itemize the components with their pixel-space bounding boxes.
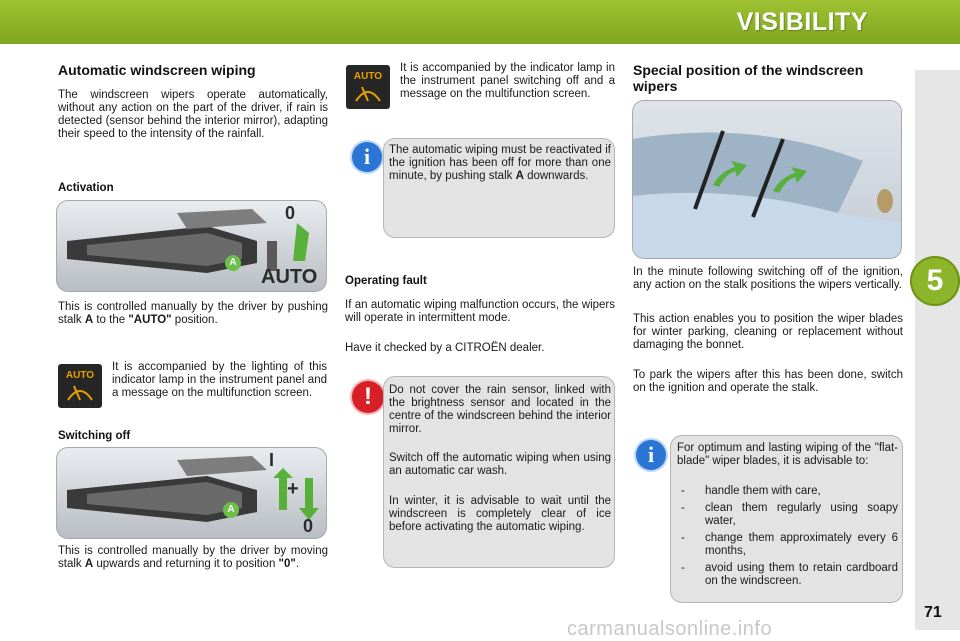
list-item: - handle them with care, [681, 485, 821, 497]
warning-icon: ! [352, 381, 384, 413]
special-position-para-2: This action enables you to position the wiper blades for winter parking, cleaning or replacement without damaging the bonnet. [633, 313, 903, 351]
switching-off-paragraph: This is controlled manually by the driver by moving stalk A upwards and returning it to position "0". [58, 545, 328, 570]
stalk-a-marker: A [223, 502, 239, 518]
list-item: - clean them regularly using soapy water, [681, 502, 898, 527]
stalk-off-illustration [56, 447, 327, 539]
warning-box-rain-sensor [383, 376, 615, 568]
operating-fault-paragraph: If an automatic wiping malfunction occurs, the wipers will operate in intermittent mode. [345, 299, 615, 324]
position-auto-label: AUTO [261, 266, 318, 288]
heading-operating-fault: Operating fault [345, 275, 427, 287]
activation-indicator-text: It is accompanied by the lighting of this indicator lamp in the instrument panel and a message on the multifunction screen. [112, 361, 327, 399]
warning-para-2: Switch off the automatic wiping when using an automatic car wash. [389, 452, 611, 477]
info-reactivation-text: The automatic wiping must be reactivated if the ignition has been off for more than one minute, by pushing stalk A downwards. [389, 144, 611, 182]
auto-wiping-indicator-icon: AUTO [58, 364, 102, 408]
stalk-auto-illustration [56, 200, 327, 292]
list-item: - avoid using them to retain cardboard on the windscreen. [681, 562, 898, 587]
info-box-reactivation [383, 138, 615, 238]
position-one-label: I [269, 450, 275, 470]
windscreen-icon [633, 101, 902, 259]
position-zero-label: 0 [303, 516, 314, 536]
info-icon: i [352, 142, 382, 172]
heading-special-position: Special position of the windscreen wipers [633, 62, 864, 94]
deactivation-indicator-text: It is accompanied by the indicator lamp in the instrument panel switching off and a message on the multifunction screen. [400, 62, 615, 100]
watermark-text: carmanualsonline.info [567, 618, 773, 640]
header-bar [0, 0, 960, 44]
flat-blade-advice-list [677, 485, 898, 592]
heading-activation: Activation [58, 182, 114, 194]
activation-paragraph: This is controlled manually by the driver by pushing stalk A to the "AUTO" position. [58, 301, 328, 326]
list-item: - change them approximately every 6 months, [681, 532, 898, 557]
page-section-title: VISIBILITY [736, 8, 868, 36]
special-position-para-1: In the minute following switching off of the ignition, any action on the stalk positions the wipers vertically. [633, 266, 903, 291]
flat-blade-intro: For optimum and lasting wiping of the "flat-blade" wiper blades, it is advisable to: [677, 442, 898, 467]
warning-para-1: Do not cover the rain sensor, linked with the brightness sensor and located in the centre of the windscreen behind the interior mirror. [389, 384, 611, 435]
position-zero-label: 0 [285, 203, 296, 223]
warning-para-3: In winter, it is advisable to wait until the windscreen is completely clear of ice before activating the automatic wiping. [389, 495, 611, 533]
auto-wiping-indicator-icon: AUTO [346, 65, 390, 109]
heading-automatic-wiping: Automatic windscreen wiping [58, 62, 256, 78]
windscreen-wipers-illustration [632, 100, 902, 259]
stalk-a-marker: A [225, 255, 241, 271]
chapter-badge: 5 [910, 256, 960, 306]
page-number: 71 [924, 604, 942, 621]
special-position-para-3: To park the wipers after this has been done, switch on the ignition and operate the stalk. [633, 369, 903, 394]
dealer-check-paragraph: Have it checked by a CITROËN dealer. [345, 342, 545, 354]
heading-switching-off: Switching off [58, 430, 131, 442]
info-box-flat-blade [670, 435, 903, 603]
chapter-sidebar [915, 70, 960, 630]
info-icon: i [636, 440, 666, 470]
plus-label: + [287, 478, 299, 500]
intro-paragraph: The windscreen wipers operate automatically, without any action on the part of the driver, if rain is detected (sensor behind the interior mirror), adapting their speed to the intensity of the rainfall. [58, 89, 328, 140]
